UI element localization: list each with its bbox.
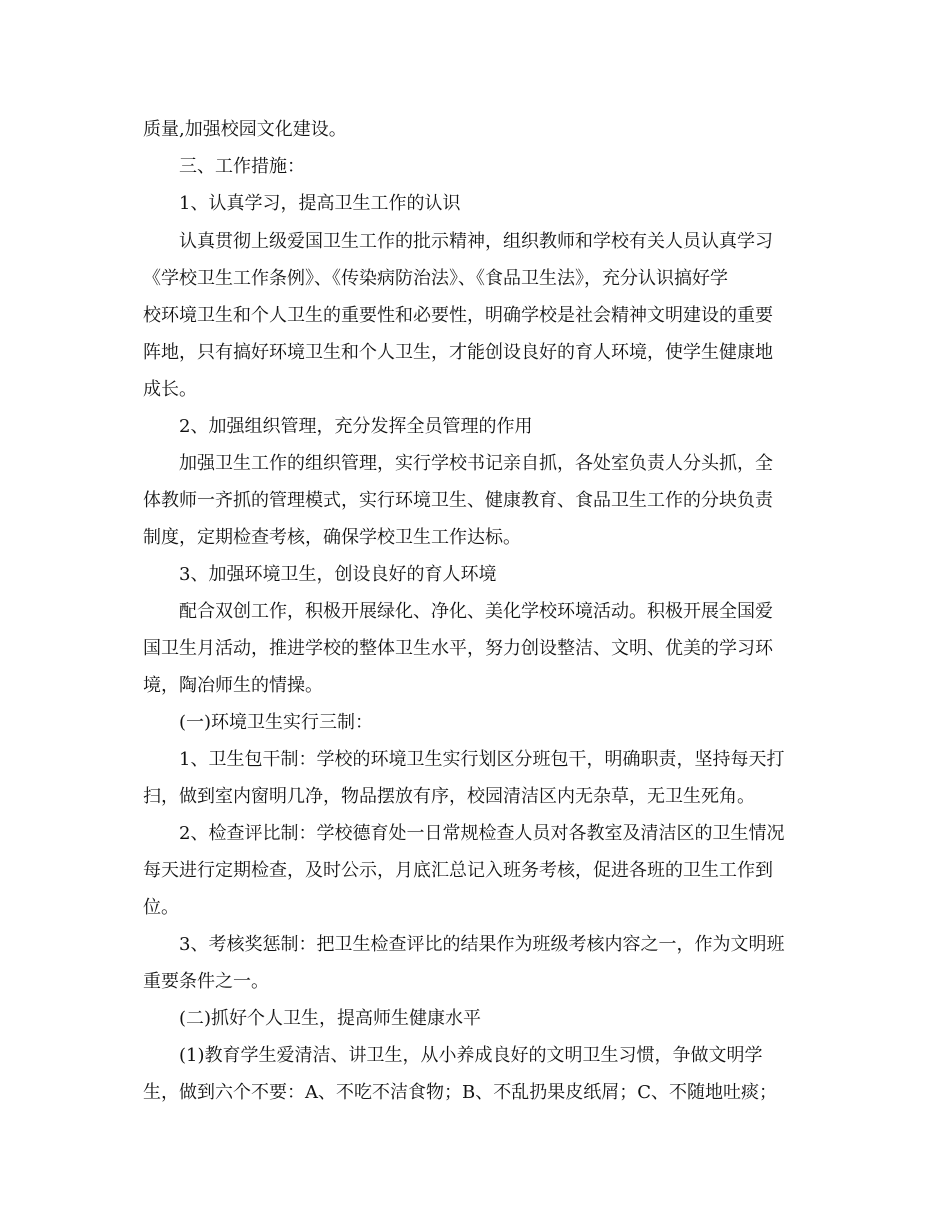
text-line: 1、卫生包干制：学校的环境卫生实行划区分班包干，明确职责，坚持每天打: [179, 749, 785, 770]
text-line: 认真贯彻上级爱国卫生工作的批示精神，组织教师和学校有关人员认真学习: [179, 231, 773, 252]
text-line: 国卫生月活动，推进学校的整体卫生水平，努力创设整洁、文明、优美的学习环: [143, 638, 773, 659]
text-line: 每天进行定期检查，及时公示，月底汇总记入班务考核，促进各班的卫生工作到: [143, 860, 773, 881]
text-line: 配合双创工作，积极开展绿化、净化、美化学校环境活动。积极开展全国爱: [179, 601, 773, 622]
text-line: 3、考核奖惩制：把卫生检查评比的结果作为班级考核内容之一，作为文明班: [179, 934, 785, 955]
text-line: 生，做到六个不要：A、不吃不洁食物；B、不乱扔果皮纸屑；C、不随地吐痰；: [143, 1082, 777, 1103]
text-line: 成长。: [143, 379, 197, 400]
text-line: 制度，定期检查考核，确保学校卫生工作达标。: [143, 527, 521, 548]
text-line: 体教师一齐抓的管理模式，实行环境卫生、健康教育、食品卫生工作的分块负责: [143, 490, 773, 511]
text-line: 境，陶冶师生的情操。: [143, 675, 323, 696]
text-line: 2、检查评比制：学校德育处一日常规检查人员对各教室及清洁区的卫生情况: [179, 823, 785, 844]
subsection-heading: (一)环境卫生实行三制：: [179, 712, 374, 733]
text-line: 《学校卫生工作条例》、《传染病防治法》、《食品卫生法》，充分认识搞好学: [143, 268, 728, 289]
text-line: 校环境卫生和个人卫生的重要性和必要性，明确学校是社会精神文明建设的重要: [143, 305, 773, 326]
text-line: 位。: [143, 897, 179, 918]
subsection-heading: 3、加强环境卫生，创设良好的育人环境: [179, 564, 497, 585]
subsection-heading: 1、认真学习，提高卫生工作的认识: [179, 193, 461, 214]
section-heading: 三、工作措施：: [179, 156, 305, 177]
text-line: 质量,加强校园文化建设。: [143, 119, 347, 140]
text-line: 阵地，只有搞好环境卫生和个人卫生，才能创设良好的育人环境，使学生健康地: [143, 342, 773, 363]
subsection-heading: (二)抓好个人卫生，提高师生健康水平: [179, 1008, 482, 1029]
text-line: 重要条件之一。: [143, 971, 269, 992]
subsection-heading: 2、加强组织管理，充分发挥全员管理的作用: [179, 416, 533, 437]
text-line: 扫，做到室内窗明几净，物品摆放有序，校园清洁区内无杂草，无卫生死角。: [143, 786, 755, 807]
text-line: 加强卫生工作的组织管理，实行学校书记亲自抓，各处室负责人分头抓，全: [179, 453, 773, 474]
text-line: (1)教育学生爱清洁、讲卫生，从小养成良好的文明卫生习惯，争做文明学: [179, 1045, 763, 1066]
